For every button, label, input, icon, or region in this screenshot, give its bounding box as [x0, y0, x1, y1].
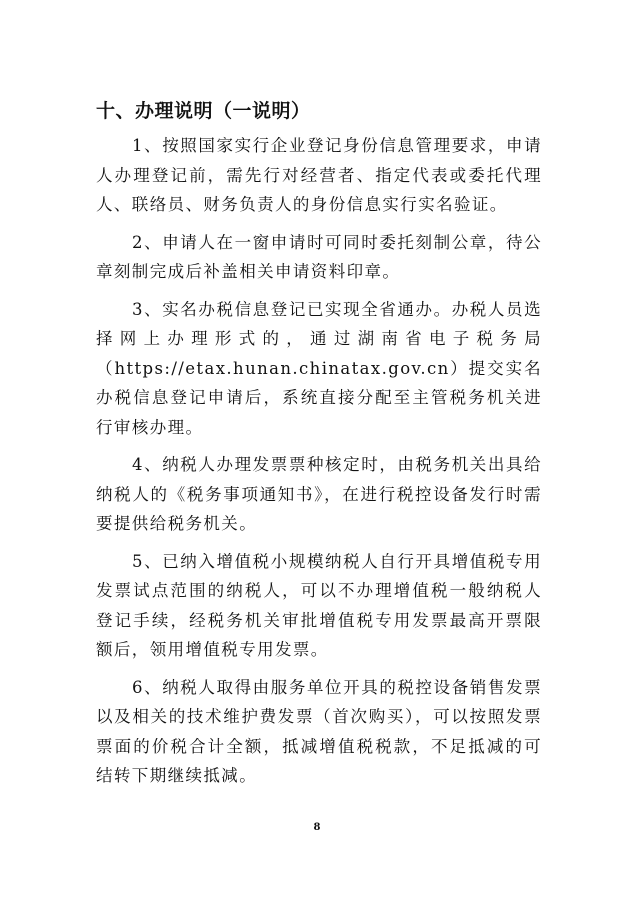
paragraph-5: 5、已纳入增值税小规模纳税人自行开具增值税专用发票试点范围的纳税人，可以不办理增值税一般纳税人登记手续，经税务机关审批增值税专用发票最高开票限额后，领用增值税专用发票。: [96, 551, 542, 659]
paragraph-1: 1、按照国家实行企业登记身份信息管理要求，申请人办理登记前，需先行对经营者、指定代表或委托代理人、联络员、财务负责人的身份信息实行实名验证。: [96, 136, 542, 214]
paragraph-2: 2、申请人在一窗申请时可同时委托刻制公章，待公章刻制完成后补盖相关申请资料印章。: [96, 232, 542, 281]
paragraph-4: 4、纳税人办理发票票种核定时，由税务机关出具给纳税人的《税务事项通知书》，在进行税控设备发行时需要提供给税务机关。: [96, 455, 542, 533]
paragraph-3: 3、实名办税信息登记已实现全省通办。办税人员选择网上办理形式的，通过湖南省电子税务局（https://etax.hunan.chinatax.gov.cn）提交实名办税信息登记申请后，系统直接分配至主管税务机关进行审核办理。: [96, 299, 542, 437]
paragraph-6: 6、纳税人取得由服务单位开具的税控设备销售发票以及相关的技术维护费发票（首次购买），可以按照发票票面的价税合计全额，抵减增值税税款，不足抵减的可结转下期继续抵减。: [96, 677, 542, 785]
page-number: 8: [313, 822, 321, 833]
section-heading: 十、办理说明（一说明）: [96, 100, 311, 122]
section-body: [96, 131, 542, 799]
